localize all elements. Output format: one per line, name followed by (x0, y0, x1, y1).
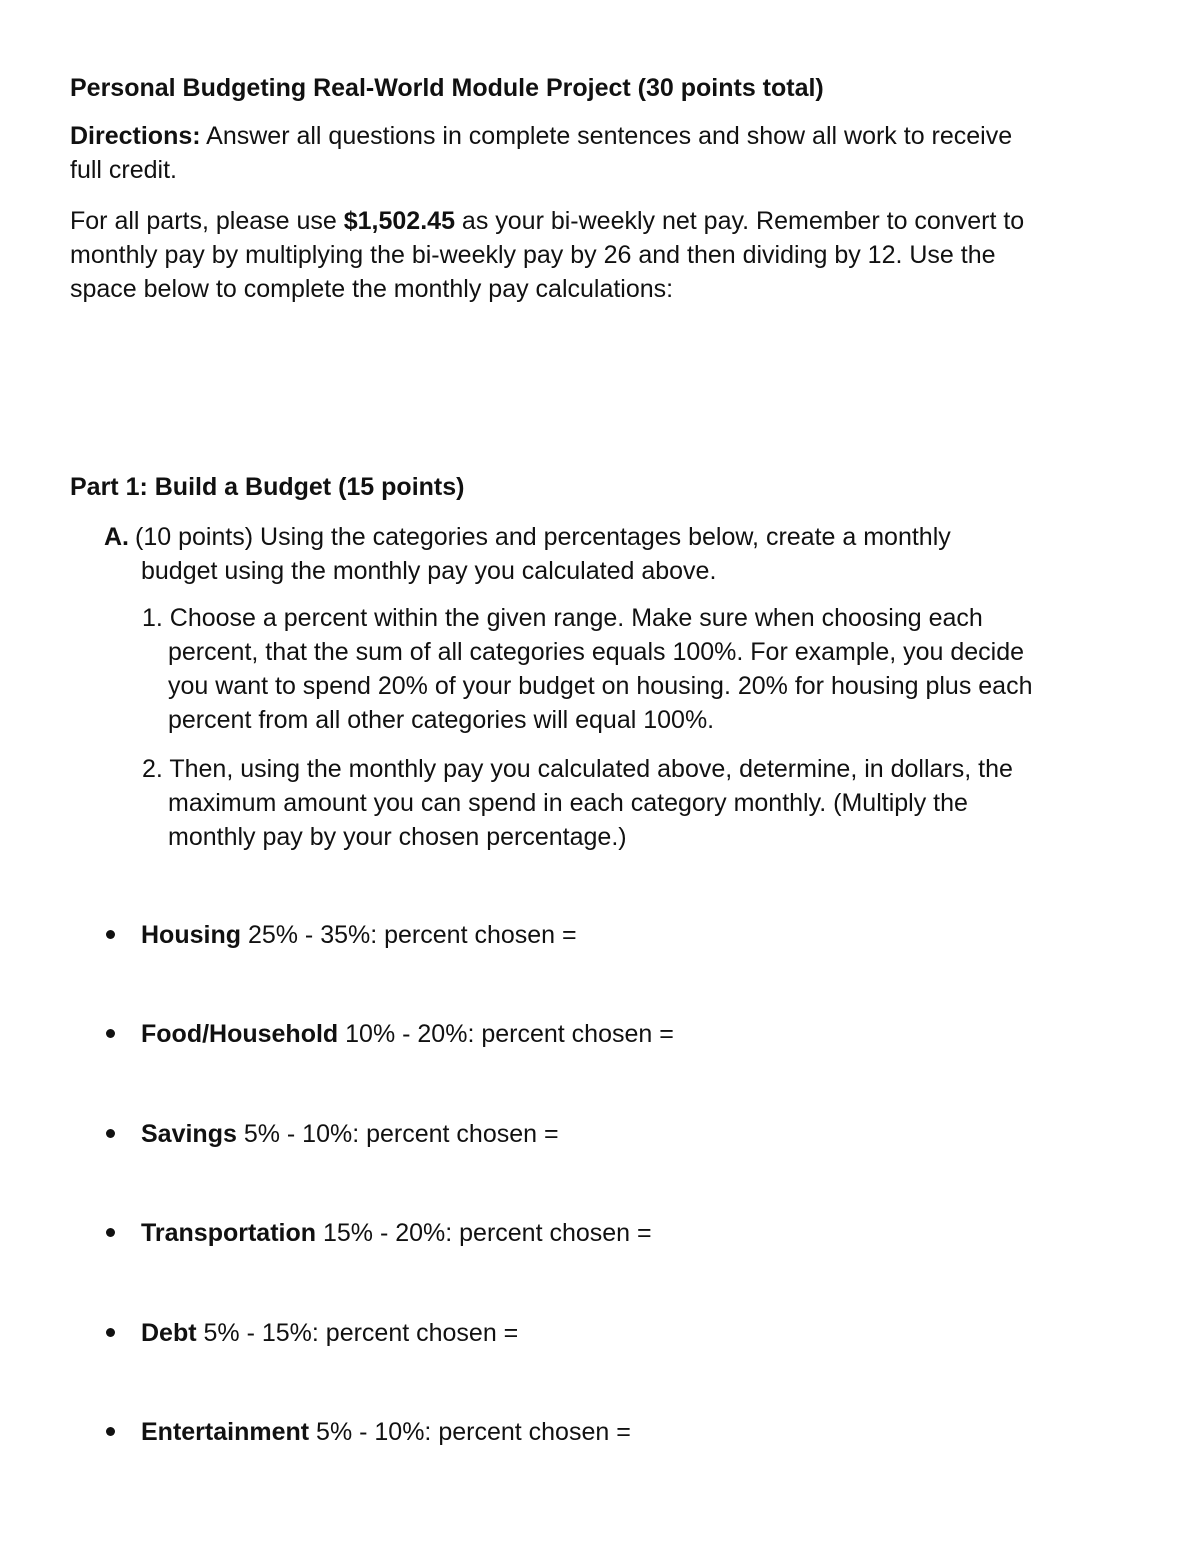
step-2-paragraph (142, 752, 1013, 854)
step-1-line-1: 1. Choose a percent within the given range. Make sure when choosing each (142, 604, 983, 632)
category-name: Food/Household (141, 1020, 339, 1048)
intro-line-1-start: For all parts, please use (70, 207, 344, 235)
item-a-text (135, 520, 951, 588)
category-food-household (141, 1017, 674, 1051)
intro-line-2: monthly pay by multiplying the bi-weekly pay by 26 and then dividing by 12. Use the (70, 241, 996, 269)
item-a-marker: A. (104, 523, 129, 551)
document-title: Personal Budgeting Real-World Module Project (30 points total) (70, 74, 824, 102)
category-range: 10% - 20%: percent chosen = (338, 1020, 674, 1048)
category-range: 5% - 10%: percent chosen = (236, 1120, 559, 1148)
category-name: Savings (141, 1120, 237, 1148)
step-2-line-3: monthly pay by your chosen percentage.) (168, 823, 627, 851)
directions-paragraph (70, 119, 1140, 187)
bullet-icon (106, 1228, 115, 1237)
category-transportation (141, 1216, 652, 1250)
category-entertainment (141, 1415, 631, 1449)
category-name: Entertainment (141, 1418, 310, 1446)
bullet-icon (106, 1029, 115, 1038)
step-1-paragraph (142, 601, 1033, 737)
category-savings (141, 1117, 559, 1151)
directions-text-line-1: Answer all questions in complete sentences and show all work to receive (200, 122, 1013, 150)
category-range: 5% - 10%: percent chosen = (309, 1418, 631, 1446)
category-name: Transportation (141, 1219, 317, 1247)
directions-text-line-2: full credit. (70, 156, 177, 184)
category-range: 5% - 15%: percent chosen = (196, 1319, 519, 1347)
category-name: Housing (141, 921, 241, 949)
intro-line-3: space below to complete the monthly pay calculations: (70, 275, 674, 303)
step-1-line-2: percent, that the sum of all categories equals 100%. For example, you decide (168, 638, 1025, 666)
intro-line-1-end: as your bi-weekly net pay. Remember to convert to (454, 207, 1025, 235)
intro-paragraph (70, 204, 1140, 306)
part-1-heading: Part 1: Build a Budget (15 points) (70, 473, 465, 501)
step-1-line-4: percent from all other categories will equal 100%. (168, 706, 715, 734)
category-name: Debt (141, 1319, 197, 1347)
bullet-icon (106, 930, 115, 939)
step-2-line-1: 2. Then, using the monthly pay you calculated above, determine, in dollars, the (142, 755, 1013, 783)
step-1-line-3: you want to spend 20% of your budget on housing. 20% for housing plus each (168, 672, 1033, 700)
bullet-icon (106, 1129, 115, 1138)
bullet-icon (106, 1328, 115, 1337)
item-a-line-1: (10 points) Using the categories and percentages below, create a monthly (135, 523, 951, 551)
category-housing (141, 918, 577, 952)
item-a-line-2: budget using the monthly pay you calculated above. (141, 557, 717, 585)
category-range: 15% - 20%: percent chosen = (316, 1219, 652, 1247)
bullet-icon (106, 1427, 115, 1436)
category-debt (141, 1316, 518, 1350)
directions-label: Directions: (70, 122, 201, 150)
step-2-line-2: maximum amount you can spend in each category monthly. (Multiply the (168, 789, 968, 817)
net-pay-amount: $1,502.45 (343, 207, 455, 235)
category-range: 25% - 35%: percent chosen = (241, 921, 577, 949)
